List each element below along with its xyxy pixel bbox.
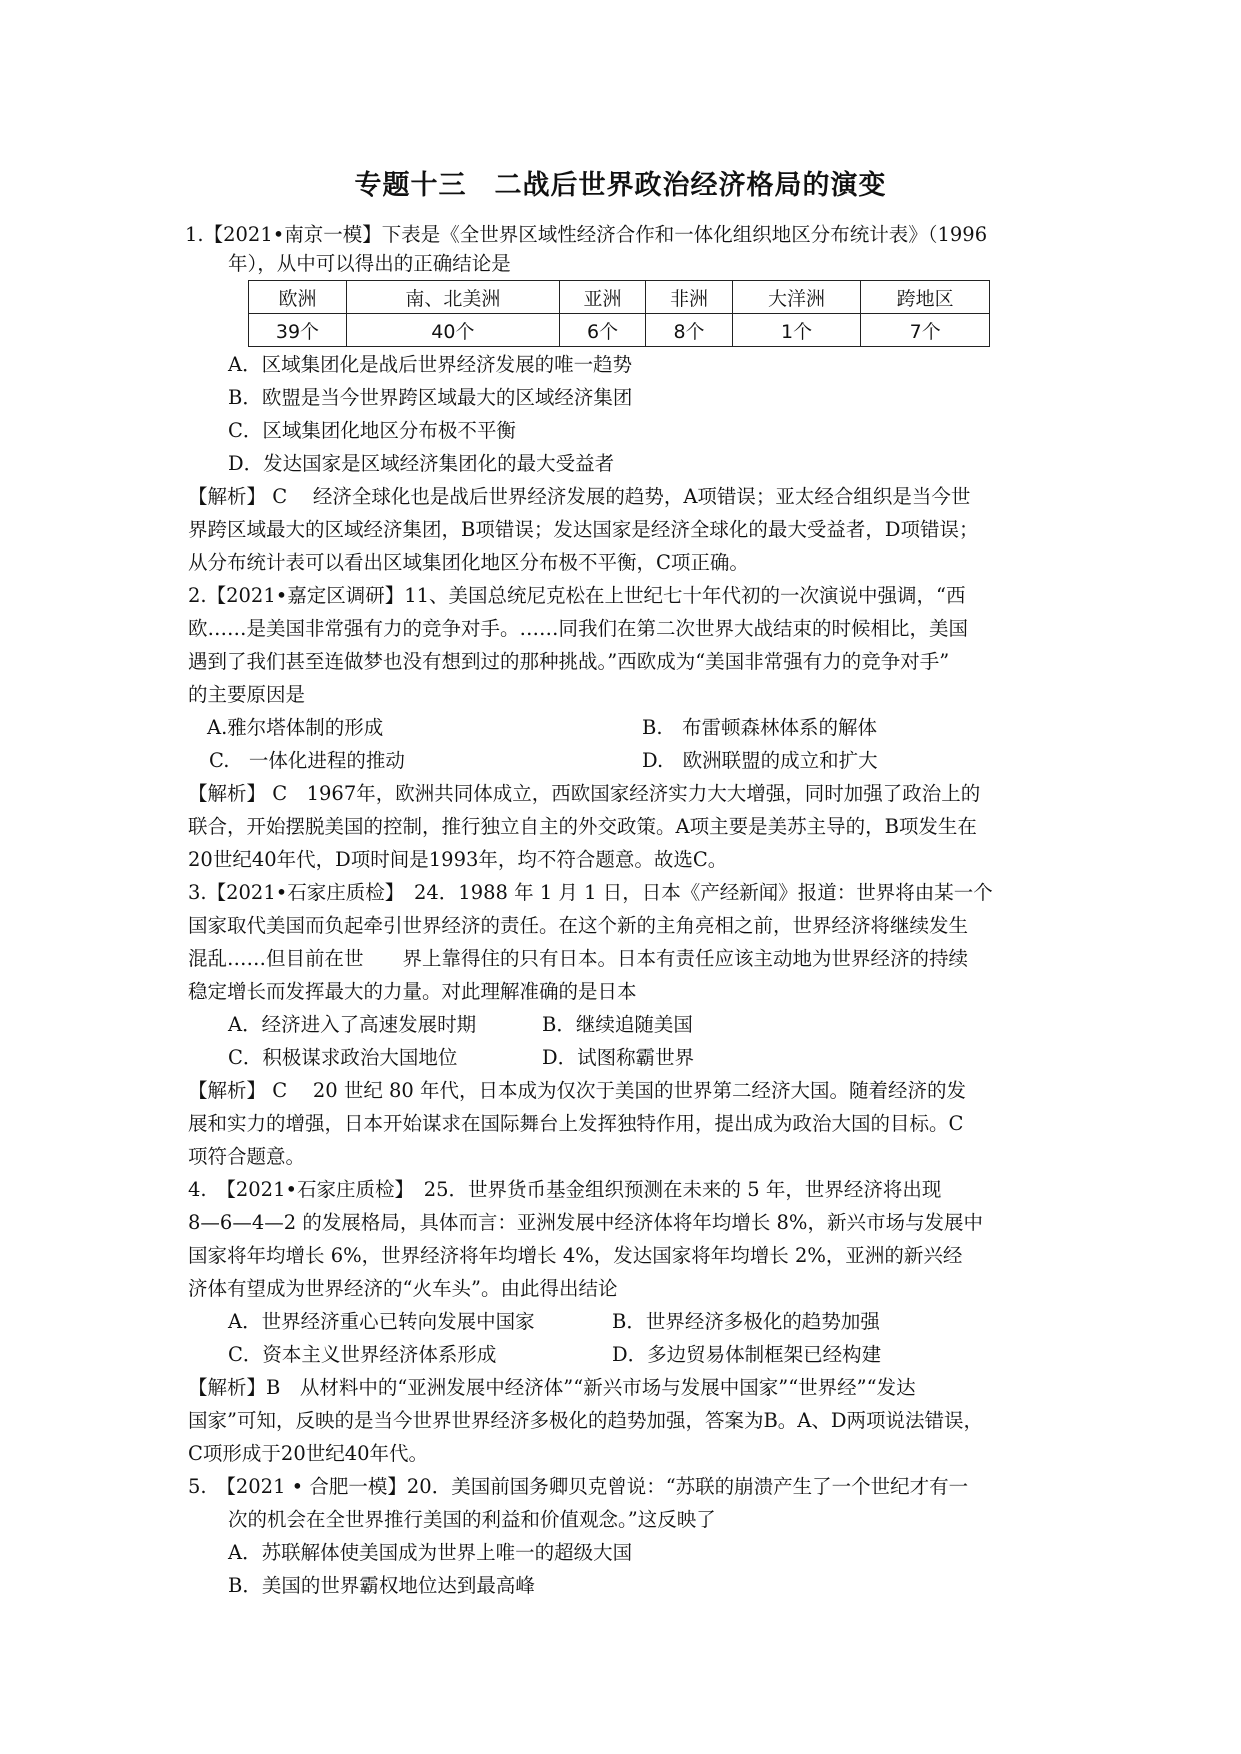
table-header-cell: 大洋洲 bbox=[732, 281, 861, 314]
question-5-option-b: B．美国的世界霸权地位达到最高峰 bbox=[228, 1574, 535, 1597]
question-1-option-a: A．区域集团化是战后世界经济发展的唯一趋势 bbox=[228, 353, 633, 376]
question-2-option-a: A.雅尔塔体制的形成 bbox=[207, 716, 384, 739]
table-cell: 7个 bbox=[861, 314, 990, 347]
question-3-stem-line: 稳定增长而发挥最大的力量。对此理解准确的是日本 bbox=[188, 980, 637, 1003]
table-cell: 40个 bbox=[346, 314, 559, 347]
question-1-option-b: B．欧盟是当今世界跨区域最大的区域经济集团 bbox=[228, 386, 633, 409]
question-2-stem-line: 的主要原因是 bbox=[188, 683, 306, 706]
table-header-cell: 非洲 bbox=[646, 281, 732, 314]
question-1-analysis-line: 【解析】 C 经济全球化也是战后世界经济发展的趋势，A项错误；亚太经合组织是当今世 bbox=[188, 485, 971, 508]
question-4-analysis-line: 国家”可知，反映的是当今世界世界经济多极化的趋势加强，答案为B。A、D两项说法错误， bbox=[188, 1409, 984, 1432]
table-header-cell: 亚洲 bbox=[559, 281, 645, 314]
table-header-cell: 南、北美洲 bbox=[346, 281, 559, 314]
question-4-analysis-line: 【解析】B 从材料中的“亚洲发展中经济体”“新兴市场与发展中国家”“世界经”“发达 bbox=[188, 1376, 916, 1399]
question-1-analysis-line: 界跨区域最大的区域经济集团，B项错误；发达国家是经济全球化的最大受益者，D项错误； bbox=[188, 518, 979, 541]
table-header-cell: 跨地区 bbox=[861, 281, 990, 314]
question-1-stem-line: 年），从中可以得出的正确结论是 bbox=[228, 252, 511, 275]
page-title: 专题十三 二战后世界政治经济格局的演变 bbox=[354, 170, 887, 201]
question-3-analysis-line: 展和实力的增强，日本开始谋求在国际舞台上发挥独特作用，提出成为政治大国的目标。C bbox=[188, 1112, 964, 1135]
distribution-table bbox=[248, 280, 990, 347]
question-3-option-c: C．积极谋求政治大国地位 bbox=[228, 1046, 458, 1069]
question-3-stem-line: 3.【2021•石家庄质检】 24．1988 年 1 月 1 日，日本《产经新闻》报道：世界将由某一个 bbox=[188, 881, 993, 904]
question-5-stem-line: 次的机会在全世界推行美国的利益和价值观念。”这反映了 bbox=[228, 1508, 716, 1531]
question-2-option-d: D. 欧洲联盟的成立和扩大 bbox=[642, 749, 878, 772]
question-4-stem-line: 国家将年均增长 6%，世界经济将年均增长 4%，发达国家将年均增长 2%，亚洲的新兴经 bbox=[188, 1244, 963, 1267]
table-cell: 6个 bbox=[559, 314, 645, 347]
question-4-stem-line: 8—6—4—2 的发展格局，具体而言：亚洲发展中经济体将年均增长 8%，新兴市场与发展中 bbox=[188, 1211, 983, 1234]
question-5-option-a: A．苏联解体使美国成为世界上唯一的超级大国 bbox=[228, 1541, 633, 1564]
question-3-stem-line: 混乱……但目前在世 界上靠得住的只有日本。日本有责任应该主动地为世界经济的持续 bbox=[188, 947, 969, 970]
question-2-analysis-line: 【解析】 C 1967年，欧洲共同体成立，西欧国家经济实力大大增强，同时加强了政治上的 bbox=[188, 782, 981, 805]
question-3-analysis-line: 项符合题意。 bbox=[188, 1145, 306, 1168]
table-cell: 1个 bbox=[732, 314, 861, 347]
question-1-option-c: C．区域集团化地区分布极不平衡 bbox=[228, 419, 516, 442]
question-2-stem-line: 遇到了我们甚至连做梦也没有想到过的那种挑战。”西欧成为“美国非常强有力的竞争对手” bbox=[188, 650, 950, 673]
question-3-option-d: D．试图称霸世界 bbox=[542, 1046, 695, 1069]
question-2-analysis-line: 联合，开始摆脱美国的控制，推行独立自主的外交政策。A项主要是美苏主导的，B项发生在 bbox=[188, 815, 977, 838]
question-4-option-b: B．世界经济多极化的趋势加强 bbox=[612, 1310, 880, 1333]
question-1-analysis-line: 从分布统计表可以看出区域集团化地区分布极不平衡，C项正确。 bbox=[188, 551, 749, 574]
question-3-option-b: B．继续追随美国 bbox=[542, 1013, 693, 1036]
table-cell: 39个 bbox=[249, 314, 347, 347]
table-header-cell: 欧洲 bbox=[249, 281, 347, 314]
question-1-stem-line: 1.【2021•南京一模】下表是《全世界区域性经济合作和一体化组织地区分布统计表》（1996 bbox=[185, 223, 988, 246]
question-4-option-d: D．多边贸易体制框架已经构建 bbox=[612, 1343, 882, 1366]
question-2-option-b: B. 布雷顿森林体系的解体 bbox=[642, 716, 878, 739]
table-row bbox=[249, 314, 990, 347]
question-4-analysis-line: C项形成于20世纪40年代。 bbox=[188, 1442, 429, 1465]
question-4-stem-line: 4. 【2021•石家庄质检】 25．世界货币基金组织预测在未来的 5 年，世界经济将出现 bbox=[188, 1178, 942, 1201]
question-2-stem-line: 2.【2021•嘉定区调研】11、美国总统尼克松在上世纪七十年代初的一次演说中强调，“西 bbox=[188, 584, 966, 607]
question-2-stem-line: 欧……是美国非常强有力的竞争对手。……同我们在第二次世界大战结束的时候相比，美国 bbox=[188, 617, 969, 640]
question-3-stem-line: 国家取代美国而负起牵引世界经济的责任。在这个新的主角亮相之前，世界经济将继续发生 bbox=[188, 914, 969, 937]
table-header-row bbox=[249, 281, 990, 314]
question-3-option-a: A．经济进入了高速发展时期 bbox=[228, 1013, 477, 1036]
question-2-analysis-line: 20世纪40年代，D项时间是1993年，均不符合题意。故选C。 bbox=[188, 848, 728, 871]
table-cell: 8个 bbox=[646, 314, 732, 347]
question-1-option-d: D．发达国家是区域经济集团化的最大受益者 bbox=[228, 452, 615, 475]
question-2-option-c: C. 一体化进程的推动 bbox=[209, 749, 405, 772]
question-5-stem-line: 5. 【2021 • 合肥一模】20．美国前国务卿贝克曾说：“苏联的崩溃产生了一个世纪才有一 bbox=[188, 1475, 969, 1498]
question-4-option-a: A．世界经济重心已转向发展中国家 bbox=[228, 1310, 535, 1333]
question-4-stem-line: 济体有望成为世界经济的“火车头”。由此得出结论 bbox=[188, 1277, 618, 1300]
question-4-option-c: C．资本主义世界经济体系形成 bbox=[228, 1343, 497, 1366]
question-3-analysis-line: 【解析】 C 20 世纪 80 年代，日本成为仅次于美国的世界第二经济大国。随着经济的发 bbox=[188, 1079, 967, 1102]
